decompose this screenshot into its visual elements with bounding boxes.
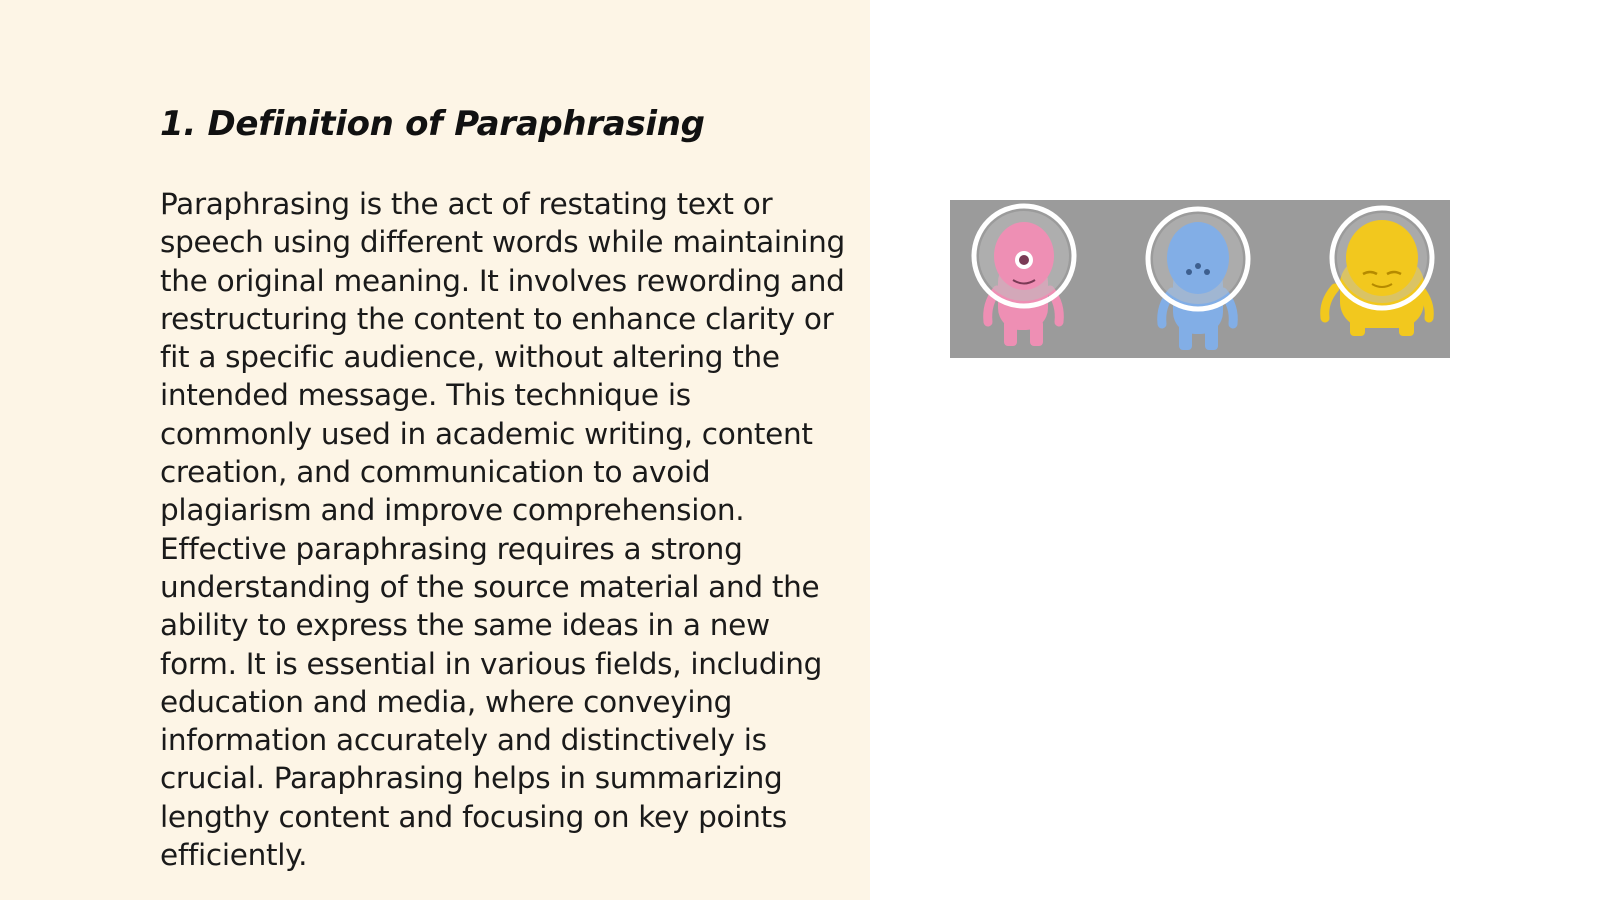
yellow-astronaut-character-icon [1325, 208, 1432, 336]
slide-heading: 1. Definition of Paraphrasing [160, 104, 705, 144]
blue-astronaut-character-icon [1148, 209, 1248, 350]
astronaut-characters-image [950, 200, 1450, 358]
pink-astronaut-character-icon [974, 206, 1074, 346]
image-panel [870, 0, 1600, 900]
slide-body-text: Paraphrasing is the act of restating text or speech using different words while maintaining the original meaning. It involves rewording and restructuring the content to enhance clarity or fit a specific audience, without altering the intended message. This technique is commonly used in academic writing, content creation, and communication to avoid plagiarism and improve comprehension. Effective paraphrasing requires a strong understanding of the source material and the ability to express the same ideas in a new form. It is essential in various fields, including education and media, where conveying information accurately and distinctively is crucial. Paraphrasing helps in summarizing lengthy content and focusing on key points efficiently. [160, 187, 845, 873]
